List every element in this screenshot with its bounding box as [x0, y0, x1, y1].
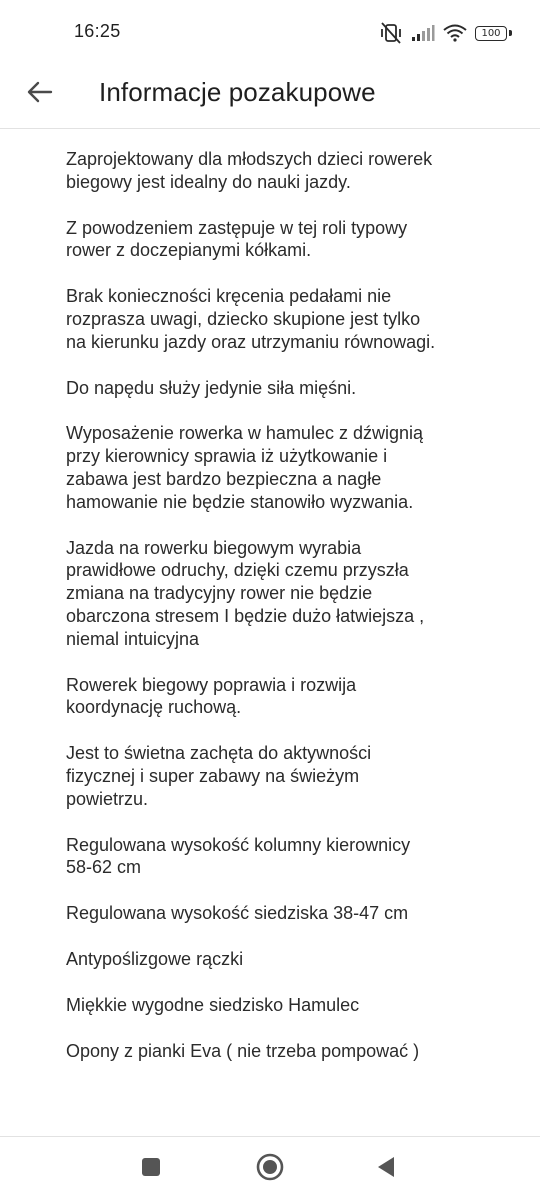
signal-icon: [411, 24, 435, 42]
system-back-button[interactable]: [370, 1153, 402, 1185]
description-paragraph: Do napędu służy jedynie siła mięśni.: [66, 377, 357, 398]
home-circle-icon: [255, 1152, 285, 1187]
description-paragraph: Jazda na rowerku biegowym wyrabia prawidłowe odruchy, dzięki czemu przyszła zmiana na tradycyjny rower nie będzie obarczona stresem I będzie dużo łatwiejsza , niemal intuicyjna: [66, 537, 425, 649]
battery-tip: [509, 30, 512, 36]
page-title: Informacje pozakupowe: [99, 77, 376, 107]
description-paragraph: Miękkie wygodne siedzisko Hamulec: [66, 994, 360, 1015]
status-bar: [0, 0, 540, 64]
description-paragraph: Z powodzeniem zastępuje w tej roli typowy rower z doczepianymi kółkami.: [66, 217, 408, 261]
battery-icon: 100: [475, 26, 507, 41]
description-paragraph: Antypoślizgowe rączki: [66, 948, 244, 969]
description-paragraph: Regulowana wysokość kolumny kierownicy 58-62 cm: [66, 834, 411, 878]
back-button[interactable]: [20, 74, 60, 114]
square-icon: [140, 1156, 162, 1183]
home-button[interactable]: [254, 1153, 286, 1185]
description-paragraph: Regulowana wysokość siedziska 38-47 cm: [66, 903, 409, 924]
app-bar: [0, 64, 540, 129]
status-icons: [379, 22, 512, 44]
description-paragraph: Opony z pianki Eva ( nie trzeba pompować ): [66, 1040, 420, 1061]
description-paragraph: Wyposażenie rowerka w hamulec z dźwignią przy kierownicy sprawia iż użytkowanie i zabawa jest bardzo bezpieczna a nagłe hamowanie nie będzie stanowiło wyzwania.: [66, 423, 423, 512]
description-content: [66, 148, 486, 1085]
arrow-left-icon: [27, 81, 53, 108]
triangle-back-icon: [374, 1155, 398, 1184]
wifi-icon: [443, 24, 467, 42]
description-paragraph: Brak konieczności kręcenia pedałami nie rozprasza uwagi, dziecko skupione jest tylko na kierunku jazdy oraz utrzymaniu równowagi.: [66, 286, 436, 352]
description-paragraph: Rowerek biegowy poprawia i rozwija koordynację ruchową.: [66, 674, 357, 718]
recent-apps-button[interactable]: [135, 1153, 167, 1185]
description-paragraph: Zaprojektowany dla młodszych dzieci rowerek biegowy jest idealny do nauki jazdy.: [66, 149, 433, 192]
status-time: 16:25: [74, 21, 121, 41]
system-nav-bar: [0, 1136, 540, 1200]
description-paragraph: Jest to świetna zachęta do aktywności fizycznej i super zabawy na świeżym powietrzu.: [66, 743, 372, 809]
mute-vibrate-icon: [379, 22, 403, 44]
